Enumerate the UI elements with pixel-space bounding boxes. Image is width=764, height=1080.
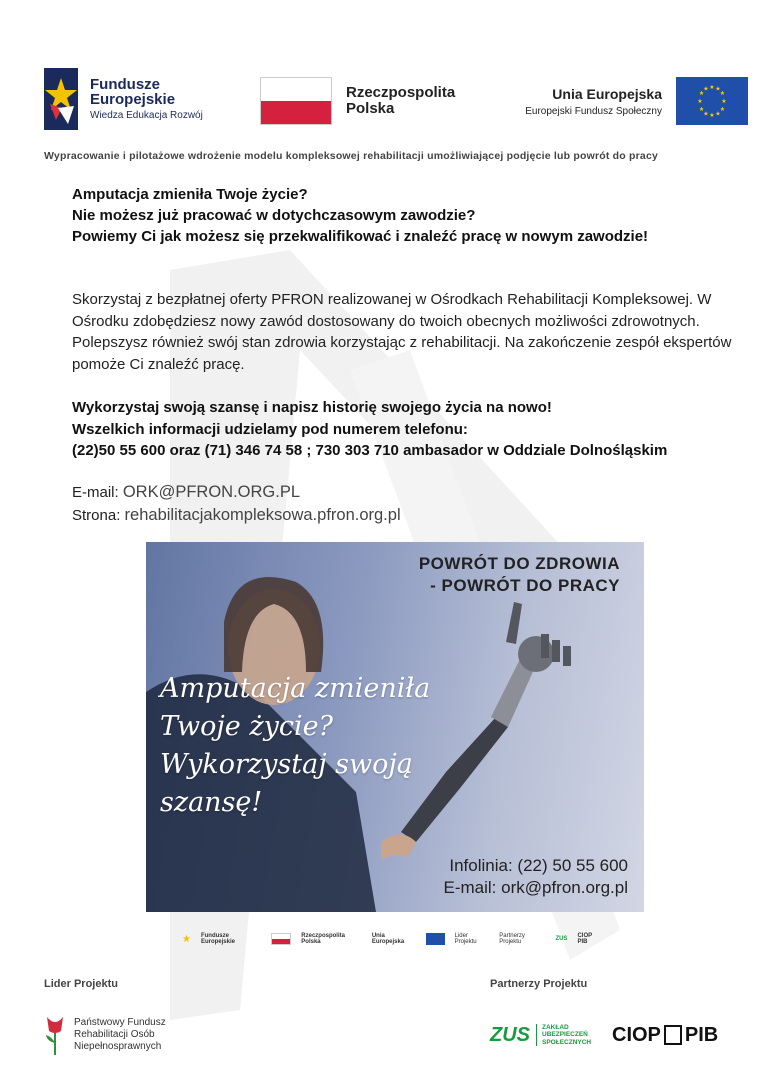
pfron-line3: Niepełnosprawnych — [74, 1041, 162, 1052]
contact-info — [72, 481, 672, 527]
eu-flag-icon — [676, 77, 748, 125]
small-logo-strip — [182, 926, 602, 952]
poster-hotline: Infolinia: (22) 50 55 600 — [449, 856, 628, 875]
email-row — [72, 481, 672, 504]
email-label: E-mail: — [72, 484, 119, 501]
fe-line3: Wiedza Edukacja Rozwój — [90, 110, 203, 121]
ue-line2: Europejski Fundusz Społeczny — [525, 105, 662, 117]
pfron-logo — [44, 1012, 224, 1058]
rzeczpospolita-logo — [260, 76, 480, 126]
rp-line2: Polska — [346, 100, 395, 117]
svg-text:★: ★ — [698, 106, 705, 113]
rp-line1: Rzeczpospolita — [346, 83, 456, 101]
lead-questions — [72, 184, 732, 247]
fundusze-star-icon — [44, 68, 78, 130]
slogan-line-1: Amputacja zmieniła — [160, 673, 431, 704]
fe-line1: Fundusze — [90, 75, 160, 93]
cta-line-3: (22)50 55 600 oraz (71) 346 74 58 ; 730 303 710 ambasador w Oddziale Dolnośląskim — [72, 442, 668, 459]
poster-contact — [444, 855, 629, 899]
strip-fe: Fundusze Europejskie — [200, 933, 235, 945]
ciop-right: PIB — [684, 1023, 719, 1046]
slogan-line-2: Twoje życie? — [160, 711, 334, 742]
slogan-line-3: Wykorzystaj swoją — [160, 749, 413, 780]
ciop-left: CIOP — [612, 1023, 661, 1046]
website-row — [72, 504, 672, 527]
cta-line-2: Wszelkich informacji udzielamy pod numerem telefonu: — [72, 420, 468, 438]
svg-text:★: ★ — [715, 110, 721, 118]
fe-line2: Europejskie — [90, 91, 176, 109]
poster-heading-1: POWRÓT DO ZDROWIA — [418, 554, 620, 573]
svg-text:★: ★ — [721, 98, 727, 105]
ciop-figure-icon — [664, 1025, 682, 1045]
strip-ue: Unia Europejska — [371, 933, 405, 945]
svg-text:★: ★ — [703, 85, 709, 93]
website-link[interactable]: rehabilitacjakompleksowa.pfron.org.pl — [124, 506, 401, 524]
fundusze-europejskie-logo — [44, 68, 234, 130]
website-label: Strona: — [72, 507, 121, 524]
pfron-tulip-icon — [44, 1013, 66, 1057]
zus-line2: UBEZPIECZEŃ — [542, 1031, 588, 1039]
svg-text:★: ★ — [703, 110, 709, 118]
svg-text:★: ★ — [719, 106, 726, 113]
strip-ciop: CIOP PIB — [577, 933, 592, 945]
lead-line-1: Amputacja zmieniła Twoje życie? — [72, 186, 308, 203]
poster-email: E-mail: ork@pfron.org.pl — [443, 878, 628, 897]
unia-europejska-logo — [508, 76, 748, 126]
zus-mark: ZUS — [490, 1023, 530, 1046]
slogan-line-4: szansę! — [160, 787, 263, 818]
ue-line1: Unia Europejska — [552, 85, 662, 102]
lead-line-3: Powiemy Ci jak możesz się przekwalifikować i znaleźć pracę w nowym zawodzie! — [72, 228, 649, 245]
body-paragraph: Skorzystaj z bezpłatnej oferty PFRON realizowanej w Ośrodkach Rehabilitacji Kompleksowej. W Ośrodku zdobędziesz nowy zawód dostosowany do twoich obecnych możliwości zdrowotnych. Polepszysz również swój stan zdrowia korzystając z rehabilitacji. Na zakończenie zespół ekspertów pomoże Ci znaleźć pracę. — [72, 291, 732, 373]
polish-flag-icon — [260, 77, 332, 125]
strip-lider: Lider Projektu — [454, 933, 477, 945]
poster-slogan — [160, 670, 520, 822]
cta-line-1: Wykorzystaj swoją szansę i napisz historię swojego życia na nowo! — [72, 399, 552, 416]
zus-logo — [490, 1020, 600, 1050]
svg-text:★: ★ — [698, 90, 705, 97]
project-subtitle: Wypracowanie i pilotażowe wdrożenie modelu kompleksowej rehabilitacji umożliwiającej podjęcie lub powrót do pracy — [44, 150, 659, 162]
svg-text:★: ★ — [697, 98, 703, 105]
pfron-line2: Rehabilitacji Osób — [74, 1029, 155, 1040]
call-to-action — [72, 397, 732, 462]
pfron-line1: Państwowy Fundusz — [74, 1017, 166, 1028]
mini-polish-flag-icon — [271, 933, 292, 945]
zus-line3: SPOŁECZNYCH — [542, 1038, 592, 1046]
ciop-pib-logo — [612, 1020, 752, 1050]
poster-heading-2: - POWRÓT DO PRACY — [430, 576, 620, 595]
svg-text:★: ★ — [709, 112, 715, 119]
svg-text:★: ★ — [709, 84, 715, 91]
svg-text:★: ★ — [719, 90, 726, 97]
lead-line-2: Nie możesz już pracować w dotychczasowym zawodzie? — [72, 207, 476, 224]
svg-text:★: ★ — [715, 85, 721, 93]
campaign-poster — [146, 542, 644, 912]
partner-label: Partnerzy Projektu — [490, 978, 588, 990]
strip-rp: Rzeczpospolita Polska — [301, 933, 345, 945]
mini-eu-flag-icon — [426, 933, 445, 945]
strip-partner: Partnerzy Projektu — [499, 933, 525, 945]
zus-line1: ZAKŁAD — [542, 1023, 569, 1031]
email-link[interactable]: ORK@PFRON.ORG.PL — [122, 483, 301, 501]
lider-label: Lider Projektu — [44, 978, 118, 990]
strip-zus: ZUS — [555, 936, 568, 942]
mini-fe-icon: ★ — [182, 933, 191, 945]
